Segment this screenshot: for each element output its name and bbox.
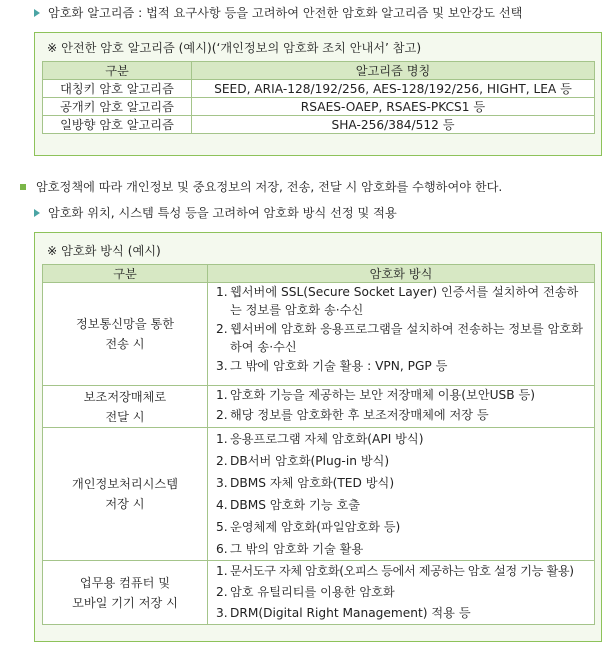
row-category: 공개키 암호 알고리즘 [43,98,192,116]
list-item: 5. 운영체제 암호화(파일암호화 등) [216,520,401,534]
main-bullet-text: 암호정책에 따라 개인정보 및 중요정보의 저장, 전송, 전달 시 암호화를 수행하여야 한다. [36,180,503,194]
header-method: 암호화 방식 [208,265,595,283]
table-row [43,386,595,428]
row-items [208,386,595,428]
row-category: 정보통신망을 통한 전송 시 [43,283,208,386]
row-items [208,428,595,561]
list-item: 1. 문서도구 자체 암호화(오피스 등에서 제공하는 암호 설정 기능 활용) [216,564,574,578]
algorithm-table [42,61,595,134]
list-item: 3. DRM(Digital Right Management) 적용 등 [216,606,471,620]
list-item: 1. 응용프로그램 자체 암호화(API 방식) [216,432,424,446]
list-item: 1. 암호화 기능을 제공하는 보안 저장매체 이용(보안USB 등) [216,388,536,402]
header-category: 구분 [43,265,208,283]
row-category: 업무용 컴퓨터 및 모바일 기기 저장 시 [43,561,208,625]
box1-title: ※ 안전한 암호 알고리즘 (예시)(‘개인정보의 암호화 조치 안내서’ 참고) [47,41,422,55]
list-item: 3. 그 밖에 암호화 기술 활용 : VPN, PGP 등 [216,359,448,373]
square-bullet-icon [20,184,26,190]
list-item: 2. 웹서버에 암호화 응용프로그램을 설치하여 전송하는 정보를 암호화하여 송·수신 [216,322,583,354]
header-category: 구분 [43,62,192,80]
list-item: 4. DBMS 암호화 기능 호출 [216,498,361,512]
row-items [208,283,595,386]
list-item: 2. 해당 정보를 암호화한 후 보조저장매체에 저장 등 [216,407,489,422]
row-value: RSAES-OAEP, RSAES-PKCS1 등 [192,98,595,116]
table-row [43,561,595,625]
table-row [43,283,595,386]
row-value: SEED, ARIA-128/192/256, AES-128/192/256, HIGHT, LEA 등 [192,80,595,98]
table-row [43,428,595,561]
algorithm-example-box [34,32,602,156]
list-item: 2. 암호 유틸리티를 이용한 암호화 [216,585,395,599]
row-category: 개인정보처리시스템 저장 시 [43,428,208,561]
list-item: 1. 웹서버에 SSL(Secure Socket Layer) 인증서를 설치하여 전송하는 정보를 암호화 송·수신 [216,285,579,317]
box2-title: ※ 암호화 방식 (예시) [47,244,161,258]
table-row [43,98,595,116]
sub-bullet-text: 암호화 위치, 시스템 특성 등을 고려하여 암호화 방식 선정 및 적용 [48,206,397,220]
list-item: 2. DB서버 암호화(Plug-in 방식) [216,454,390,468]
row-category: 일방향 암호 알고리즘 [43,116,192,134]
encryption-method-table [42,264,595,625]
sub-bullet [34,204,397,221]
table-header-row [43,265,595,283]
table-header-row [43,62,595,80]
table-row [43,116,595,134]
table-row [43,80,595,98]
triangle-bullet-icon [34,9,40,17]
row-items [208,561,595,625]
top-bullet-text: 암호화 알고리즘 : 법적 요구사항 등을 고려하여 안전한 암호화 알고리즘 및 보안강도 선택 [48,6,523,20]
list-item: 6. 그 밖의 암호화 기술 활용 [216,542,364,556]
row-category: 보조저장매체로 전달 시 [43,386,208,428]
triangle-bullet-icon [34,209,40,217]
row-category: 대칭키 암호 알고리즘 [43,80,192,98]
list-item: 3. DBMS 자체 암호화(TED 방식) [216,476,395,490]
encryption-method-box [34,232,602,642]
main-bullet [20,178,502,195]
row-value: SHA-256/384/512 등 [192,116,595,134]
header-algorithm-name: 알고리즘 명칭 [192,62,595,80]
top-bullet [34,4,522,21]
